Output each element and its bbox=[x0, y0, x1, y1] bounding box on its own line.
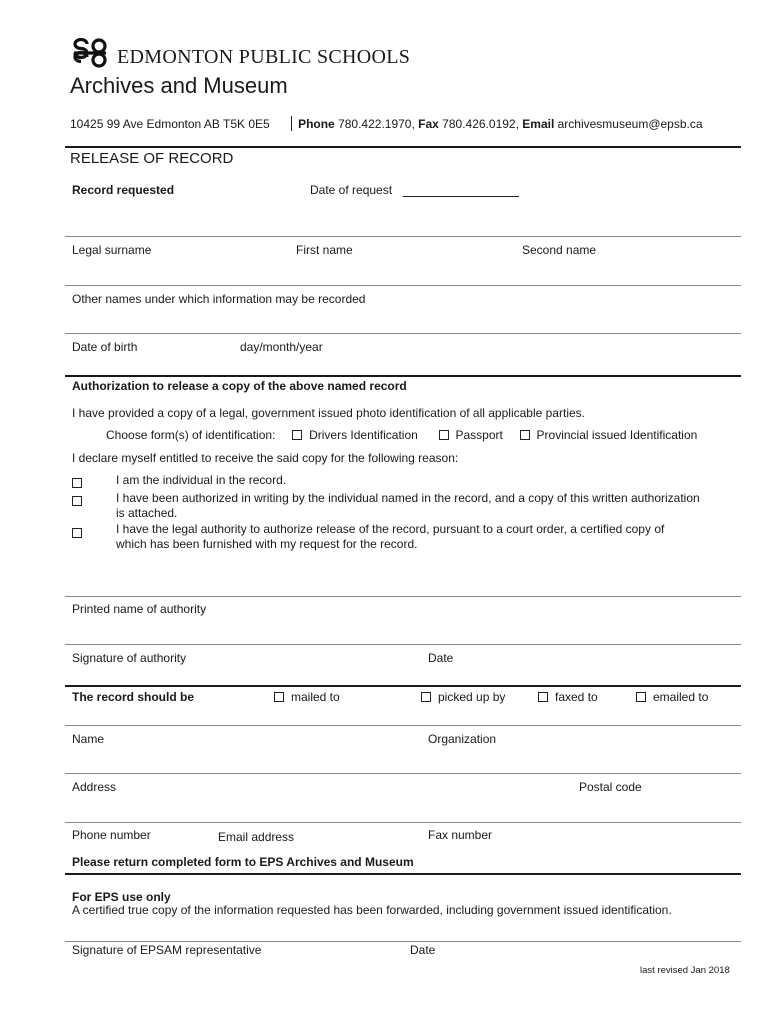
rule bbox=[65, 941, 741, 942]
other-names-label: Other names under which information may be recorded bbox=[72, 292, 366, 306]
email-address-label: Email address bbox=[218, 830, 295, 844]
epsam-date-label: Date bbox=[410, 943, 436, 957]
rule bbox=[65, 725, 741, 726]
fax-value: 780.426.0192, bbox=[438, 117, 519, 131]
name-label: Name bbox=[72, 732, 105, 746]
postal-code-label: Postal code bbox=[579, 780, 642, 794]
return-note: Please return completed form to EPS Archives and Museum bbox=[72, 855, 414, 869]
mailed-label: mailed to bbox=[291, 690, 340, 704]
rule bbox=[65, 596, 741, 597]
signature-authority-label: Signature of authority bbox=[72, 651, 187, 665]
passport-label: Passport bbox=[455, 428, 503, 442]
reason-individual-checkbox[interactable] bbox=[72, 474, 89, 492]
section-rule bbox=[65, 685, 741, 687]
declare-text: I declare myself entitled to receive the said copy for the following reason: bbox=[72, 451, 459, 465]
section-rule bbox=[65, 375, 741, 377]
rule bbox=[65, 822, 741, 823]
provincial-id-checkbox[interactable] bbox=[520, 430, 530, 440]
faxed-option bbox=[538, 690, 598, 704]
id-choice-row bbox=[106, 428, 697, 442]
reason-authorized-label-cont: is attached. bbox=[116, 506, 178, 520]
revision-note: last revised Jan 2018 bbox=[640, 965, 730, 976]
reason-legal-label: I have the legal authority to authorize release of the record, pursuant to a court order, a certified copy of bbox=[116, 522, 665, 536]
choose-id-label: Choose form(s) of identification: bbox=[106, 428, 276, 442]
pickup-label: picked up by bbox=[438, 690, 506, 704]
mailed-checkbox[interactable] bbox=[274, 692, 284, 702]
address-label: Address bbox=[72, 780, 117, 794]
first-name-label: First name bbox=[296, 243, 353, 257]
reason-authorized-label: I have been authorized in writing by the individual named in the record, and a copy of this written authorization bbox=[116, 491, 700, 505]
phone-number-label: Phone number bbox=[72, 828, 151, 842]
eps-logo bbox=[70, 38, 110, 73]
delivery-heading: The record should be bbox=[72, 690, 195, 704]
rule bbox=[65, 773, 741, 774]
reason-legal-label-cont: which has been furnished with my request for the record. bbox=[116, 537, 418, 551]
mailed-option bbox=[274, 690, 340, 704]
provided-id-text: I have provided a copy of a legal, government issued photo identification of all applicable parties. bbox=[72, 406, 585, 420]
dob-format-hint: day/month/year bbox=[240, 340, 323, 354]
reason-legal-checkbox[interactable] bbox=[72, 524, 89, 542]
form-title: RELEASE OF RECORD bbox=[70, 150, 234, 167]
epsam-signature-label: Signature of EPSAM representative bbox=[72, 943, 262, 957]
emailed-checkbox[interactable] bbox=[636, 692, 646, 702]
pickup-option bbox=[421, 690, 505, 704]
email-value: archivesmuseum@epsb.ca bbox=[554, 117, 703, 131]
authority-date-label: Date bbox=[428, 651, 454, 665]
organization-label: Organization bbox=[428, 732, 497, 746]
provincial-id-label: Provincial issued Identification bbox=[536, 428, 698, 442]
fax-label: Fax bbox=[418, 117, 439, 131]
pickup-checkbox[interactable] bbox=[421, 692, 431, 702]
dept-title: Archives and Museum bbox=[70, 73, 288, 98]
rule bbox=[65, 285, 741, 286]
phone-value: 780.422.1970, bbox=[334, 117, 415, 131]
drivers-id-label: Drivers Identification bbox=[309, 428, 418, 442]
authorization-heading: Authorization to release a copy of the above named record bbox=[72, 379, 407, 393]
email-label: Email bbox=[522, 117, 555, 131]
second-name-label: Second name bbox=[522, 243, 597, 257]
rule bbox=[65, 333, 741, 334]
date-of-request-label: Date of request bbox=[310, 183, 393, 197]
fax-number-label: Fax number bbox=[428, 828, 493, 842]
rule bbox=[65, 644, 741, 645]
drivers-id-checkbox[interactable] bbox=[292, 430, 302, 440]
passport-checkbox[interactable] bbox=[439, 430, 449, 440]
eps-use-text: A certified true copy of the information requested has been forwarded, including government issued identification. bbox=[72, 903, 672, 917]
printed-name-label: Printed name of authority bbox=[72, 602, 207, 616]
reason-individual-label: I am the individual in the record. bbox=[116, 473, 287, 487]
org-name: EDMONTON PUBLIC SCHOOLS bbox=[117, 46, 411, 68]
phone-label: Phone bbox=[298, 117, 335, 131]
separator bbox=[291, 116, 292, 131]
header-rule bbox=[65, 146, 741, 148]
section-rule bbox=[65, 873, 741, 875]
reason-authorized-checkbox[interactable] bbox=[72, 492, 89, 510]
contact-line bbox=[70, 116, 703, 131]
record-requested-label: Record requested bbox=[72, 183, 175, 197]
date-of-request-field[interactable] bbox=[403, 196, 519, 197]
faxed-checkbox[interactable] bbox=[538, 692, 548, 702]
emailed-option bbox=[636, 690, 708, 704]
address: 10425 99 Ave Edmonton AB T5K 0E5 bbox=[70, 117, 270, 131]
rule bbox=[65, 236, 741, 237]
emailed-label: emailed to bbox=[653, 690, 709, 704]
legal-surname-label: Legal surname bbox=[72, 243, 152, 257]
faxed-label: faxed to bbox=[555, 690, 598, 704]
eps-use-heading: For EPS use only bbox=[72, 890, 171, 904]
date-of-birth-label: Date of birth bbox=[72, 340, 138, 354]
